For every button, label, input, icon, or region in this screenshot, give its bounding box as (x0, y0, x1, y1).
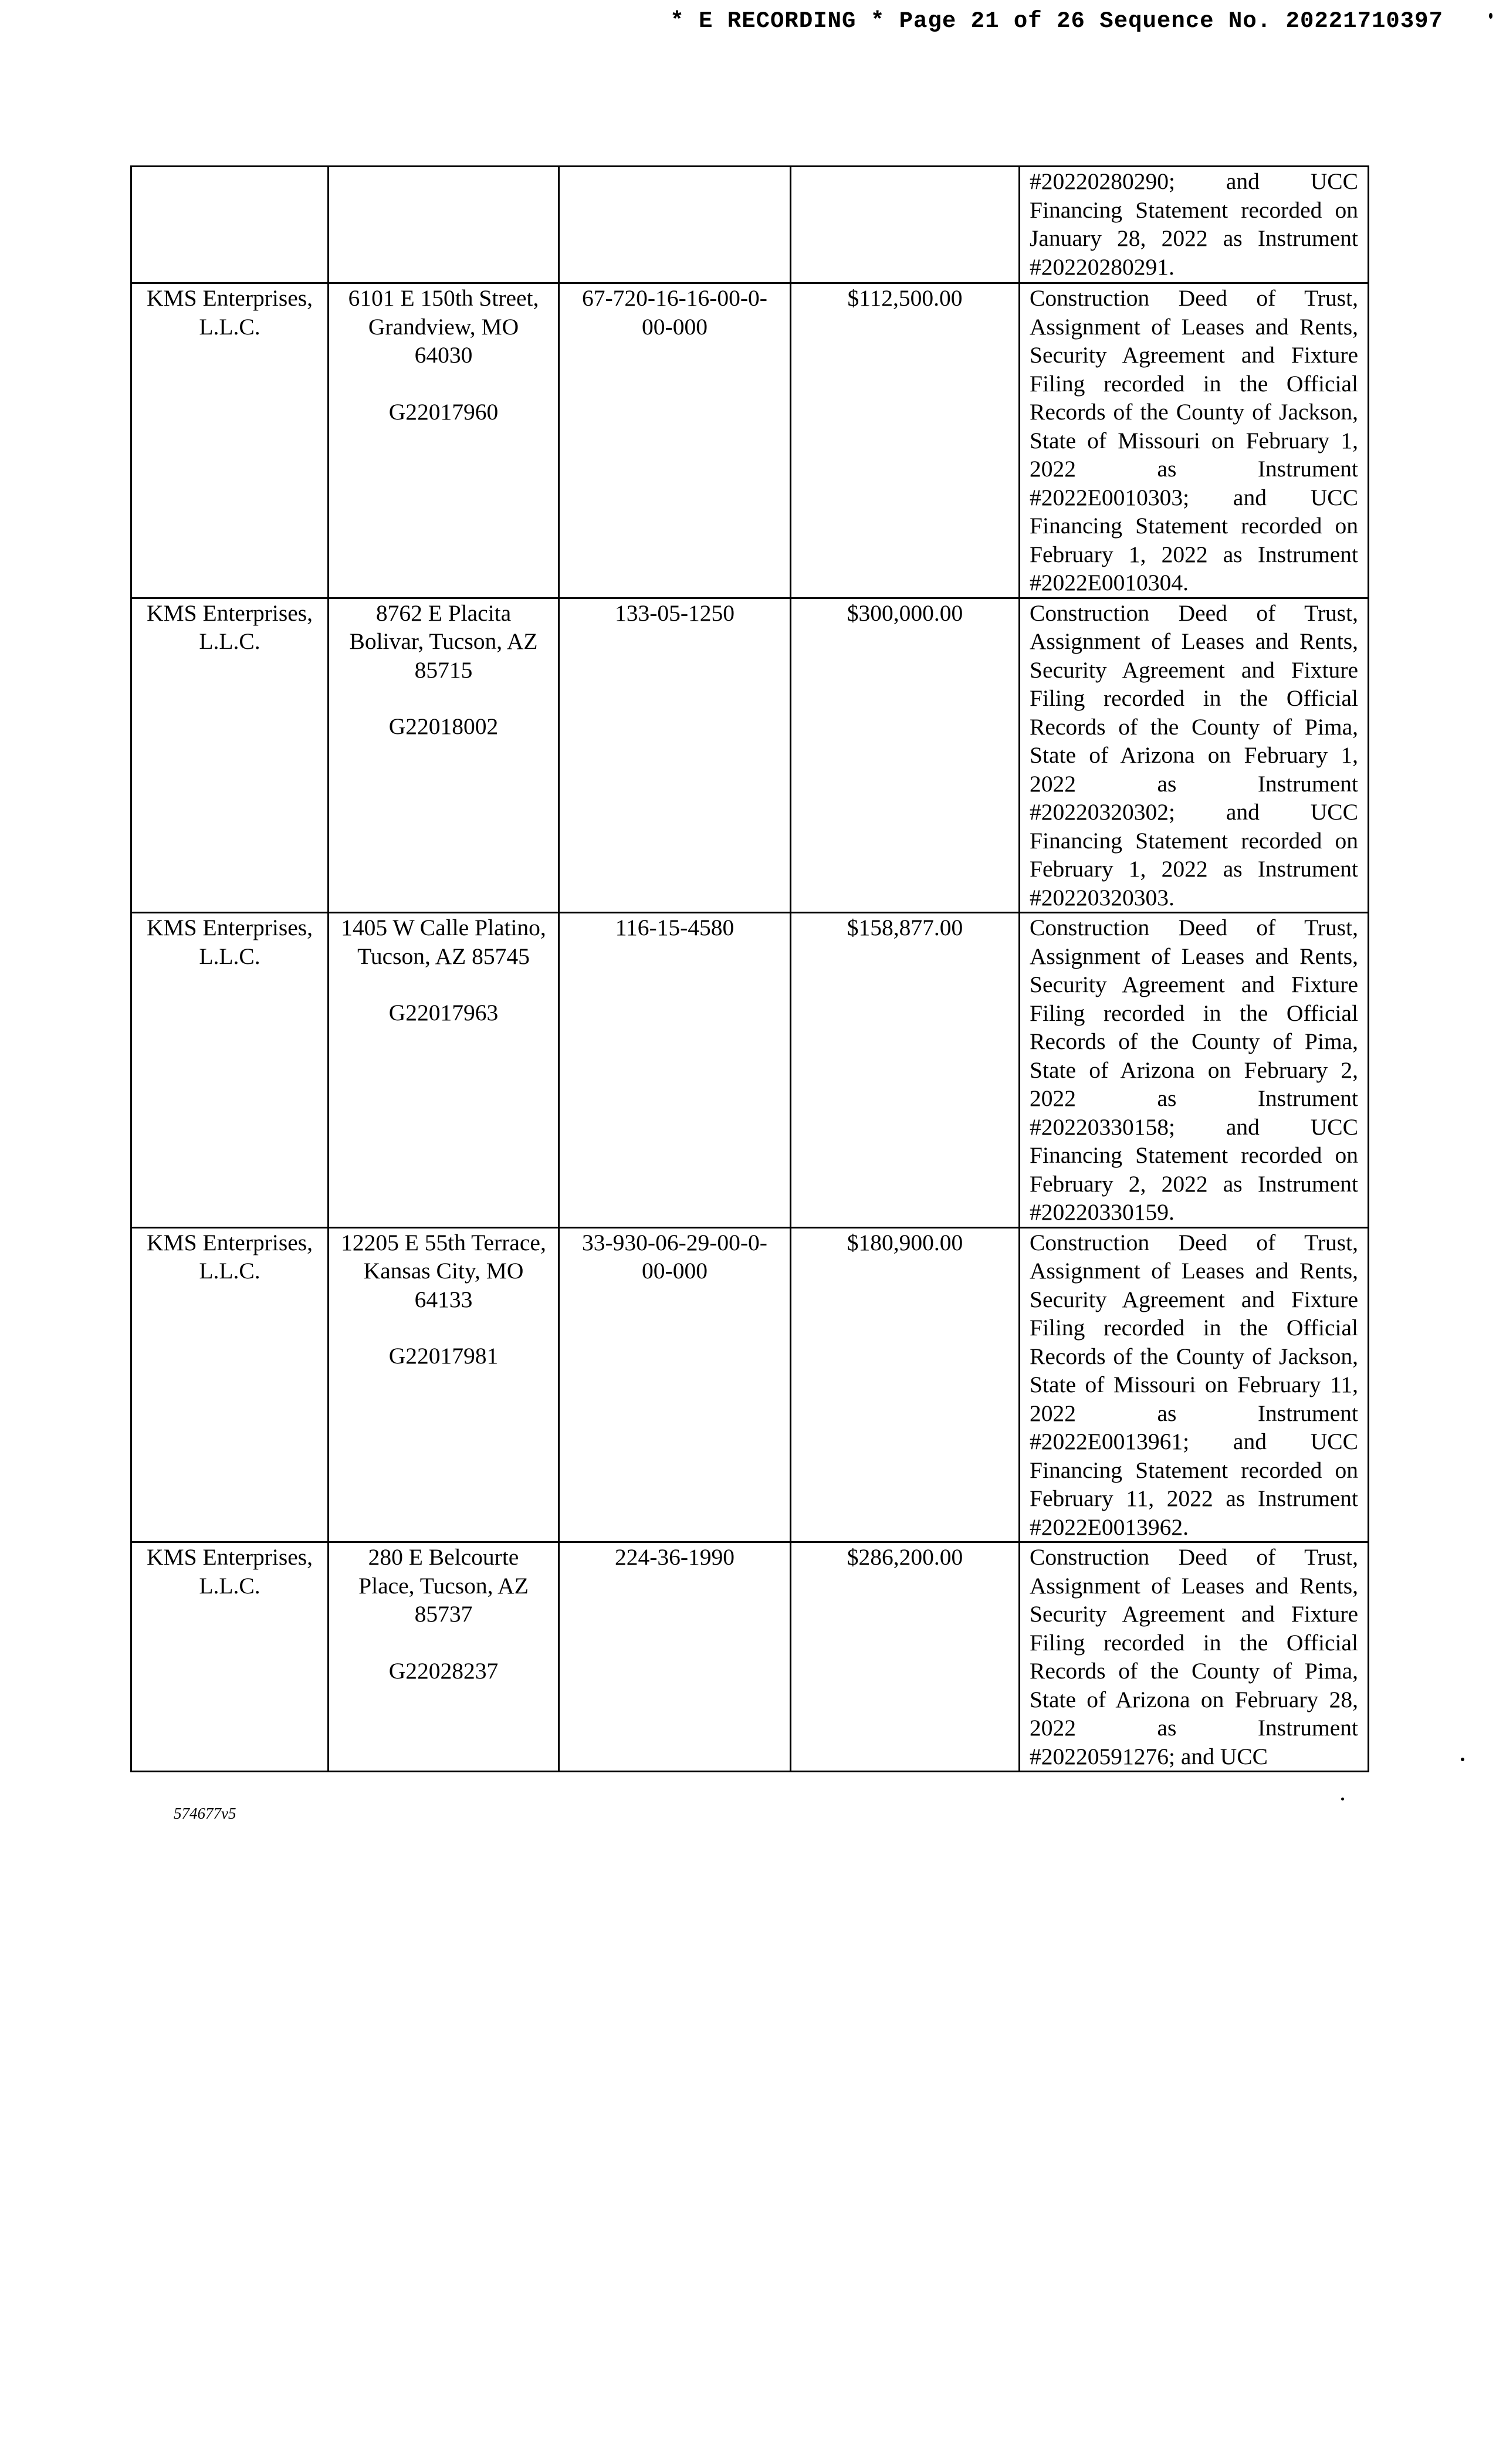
scan-speck (1341, 1798, 1344, 1800)
recording-stamp: * E RECORDING * Page 21 of 26 Sequence No. 20221710397 (670, 8, 1443, 34)
amount-cell: $300,000.00 (791, 598, 1020, 913)
property-address: 8762 E Placita Bolivar, Tucson, AZ 85715 (349, 600, 538, 683)
property-address: 1405 W Calle Platino, Tucson, AZ 85745 (341, 915, 546, 969)
address-cell (329, 913, 559, 1228)
address-cell (329, 167, 559, 283)
amount-cell: $158,877.00 (791, 913, 1020, 1228)
address-cell (329, 283, 559, 598)
recording-description-cell: Construction Deed of Trust, Assignment of Leases and Rents, Security Agreement and Fixture Filing recorded in the Official Records of the County of Jackson, State of Missouri on February 1, 2022 as Instrument #2022E0010303; and UCC Financing Statement recorded on February 1, 2022 as Instrument #2022E0010304. (1020, 283, 1369, 598)
spacer (339, 1314, 549, 1342)
address-cell (329, 598, 559, 913)
loan-code: G22017963 (388, 1000, 499, 1025)
scan-speck (1461, 1758, 1464, 1761)
owner-cell (131, 167, 329, 283)
table-row (131, 598, 1369, 913)
document-id: 574677v5 (174, 1805, 236, 1822)
owner-cell: KMS Enterprises, L.L.C. (131, 598, 329, 913)
property-address: 280 E Belcourte Place, Tucson, AZ 85737 (358, 1544, 529, 1627)
property-records-table (130, 165, 1369, 1772)
amount-cell: $112,500.00 (791, 283, 1020, 598)
recording-description-cell: Construction Deed of Trust, Assignment of Leases and Rents, Security Agreement and Fixture Filing recorded in the Official Records of the County of Pima, State of Arizona on February 28, 2022 as Instrument #20220591276; and UCC (1020, 1542, 1369, 1772)
recording-description-cell: Construction Deed of Trust, Assignment of Leases and Rents, Security Agreement and Fixture Filing recorded in the Official Records of the County of Jackson, State of Missouri on February 11, 2022 as Instrument #2022E0013961; and UCC Financing Statement recorded on February 11, 2022 as Instrument #2022E0013962. (1020, 1227, 1369, 1542)
recording-description-cell: #20220280290; and UCC Financing Statement recorded on January 28, 2022 as Instrument #20220280291. (1020, 167, 1369, 283)
spacer (339, 1629, 549, 1657)
table-row (131, 1542, 1369, 1772)
amount-cell (791, 167, 1020, 283)
table-row (131, 913, 1369, 1228)
owner-cell: KMS Enterprises, L.L.C. (131, 1227, 329, 1542)
apn-cell: 33-930-06-29-00-0-00-000 (559, 1227, 791, 1542)
apn-cell: 133-05-1250 (559, 598, 791, 913)
apn-cell: 116-15-4580 (559, 913, 791, 1228)
loan-code: G22028237 (388, 1657, 499, 1684)
spacer (339, 370, 549, 398)
apn-cell: 224-36-1990 (559, 1542, 791, 1772)
loan-code: G22017981 (388, 1343, 499, 1369)
property-address: 12205 E 55th Terrace, Kansas City, MO 64133 (341, 1229, 546, 1312)
table-row (131, 1227, 1369, 1542)
table-row (131, 167, 1369, 283)
loan-code: G22018002 (388, 713, 499, 739)
spacer (339, 684, 549, 712)
table-row (131, 283, 1369, 598)
spacer (339, 970, 549, 999)
owner-cell: KMS Enterprises, L.L.C. (131, 283, 329, 598)
recording-description-cell: Construction Deed of Trust, Assignment of Leases and Rents, Security Agreement and Fixture Filing recorded in the Official Records of the County of Pima, State of Arizona on February 1, 2022 as Instrument #20220320302; and UCC Financing Statement recorded on February 1, 2022 as Instrument #20220320303. (1020, 598, 1369, 913)
owner-cell: KMS Enterprises, L.L.C. (131, 1542, 329, 1772)
amount-cell: $180,900.00 (791, 1227, 1020, 1542)
apn-cell: 67-720-16-16-00-0-00-000 (559, 283, 791, 598)
amount-cell: $286,200.00 (791, 1542, 1020, 1772)
address-cell (329, 1542, 559, 1772)
address-cell (329, 1227, 559, 1542)
apn-cell (559, 167, 791, 283)
scan-speck (1489, 13, 1492, 19)
property-address: 6101 E 150th Street, Grandview, MO 64030 (348, 285, 539, 368)
recording-description-cell: Construction Deed of Trust, Assignment of Leases and Rents, Security Agreement and Fixture Filing recorded in the Official Records of the County of Pima, State of Arizona on February 2, 2022 as Instrument #20220330158; and UCC Financing Statement recorded on February 2, 2022 as Instrument #20220330159. (1020, 913, 1369, 1228)
loan-code: G22017960 (388, 398, 499, 425)
owner-cell: KMS Enterprises, L.L.C. (131, 913, 329, 1228)
